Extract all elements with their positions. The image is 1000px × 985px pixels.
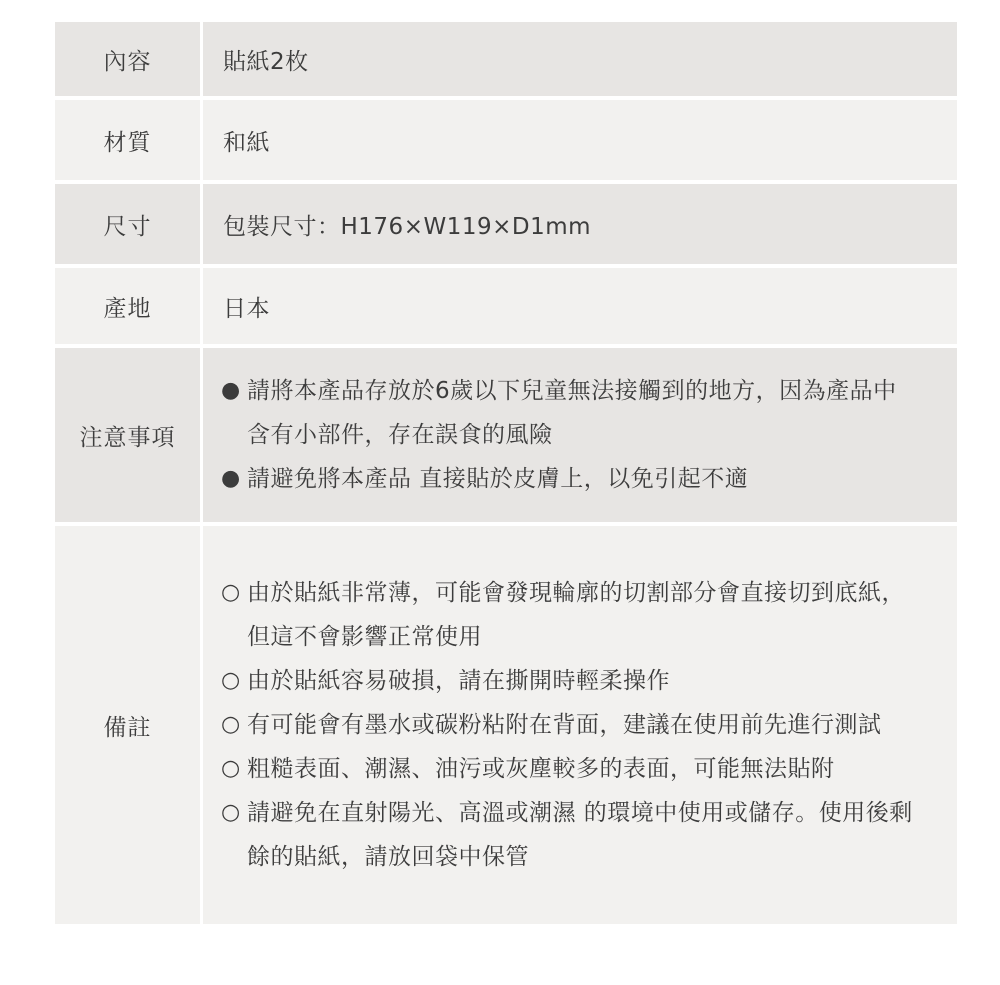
caution-item bbox=[221, 369, 917, 457]
filled-circle-bullet-icon: ● bbox=[221, 466, 241, 491]
spec-label-caution: 注意事項 bbox=[55, 348, 200, 522]
caution-item-text: 請將本產品存放於6歲以下兒童無法接觸到的地方，因為產品中含有小部件，存在誤食的風險 bbox=[247, 378, 897, 448]
notes-item bbox=[221, 659, 917, 703]
spec-label-material: 材質 bbox=[55, 100, 200, 180]
notes-item bbox=[221, 571, 917, 659]
caution-item-text: 請避免將本產品 直接貼於皮膚上，以免引起不適 bbox=[247, 466, 749, 492]
notes-item bbox=[221, 791, 917, 879]
hollow-circle-bullet-icon: ○ bbox=[221, 712, 241, 737]
product-spec-table bbox=[55, 22, 957, 928]
hollow-circle-bullet-icon: ○ bbox=[221, 668, 241, 693]
hollow-circle-bullet-icon: ○ bbox=[221, 580, 241, 605]
spec-label-size: 尺寸 bbox=[55, 184, 200, 264]
notes-item-text: 由於貼紙非常薄，可能會發現輪廓的切割部分會直接切到底紙，但這不會影響正常使用 bbox=[247, 580, 905, 650]
spec-row-caution bbox=[55, 348, 957, 522]
spec-label-origin: 產地 bbox=[55, 268, 200, 344]
spec-value-content: 貼紙2枚 bbox=[203, 22, 957, 96]
hollow-circle-bullet-icon: ○ bbox=[221, 800, 241, 825]
spec-row-material bbox=[55, 100, 957, 180]
notes-item-text: 有可能會有墨水或碳粉粘附在背面，建議在使用前先進行測試 bbox=[247, 712, 882, 738]
spec-row-notes bbox=[55, 526, 957, 924]
caution-list bbox=[203, 348, 957, 522]
notes-item-text: 由於貼紙容易破損，請在撕開時輕柔操作 bbox=[247, 668, 670, 694]
spec-value-origin: 日本 bbox=[203, 268, 957, 344]
spec-row-size bbox=[55, 184, 957, 264]
spec-value-material: 和紙 bbox=[203, 100, 957, 180]
notes-item bbox=[221, 703, 917, 747]
spec-label-notes: 備註 bbox=[55, 526, 200, 924]
spec-label-content: 內容 bbox=[55, 22, 200, 96]
spec-value-size: 包裝尺寸：H176×W119×D1mm bbox=[203, 184, 957, 264]
spec-row-content bbox=[55, 22, 957, 96]
spec-row-origin bbox=[55, 268, 957, 344]
notes-item-text: 粗糙表面、潮濕、油污或灰塵較多的表面，可能無法貼附 bbox=[247, 756, 835, 782]
notes-item-text: 請避免在直射陽光、高溫或潮濕 的環境中使用或儲存。使用後剩餘的貼紙，請放回袋中保管 bbox=[247, 800, 913, 870]
notes-list bbox=[203, 526, 957, 924]
filled-circle-bullet-icon: ● bbox=[221, 378, 241, 403]
hollow-circle-bullet-icon: ○ bbox=[221, 756, 241, 781]
notes-item bbox=[221, 747, 917, 791]
caution-item bbox=[221, 457, 917, 501]
